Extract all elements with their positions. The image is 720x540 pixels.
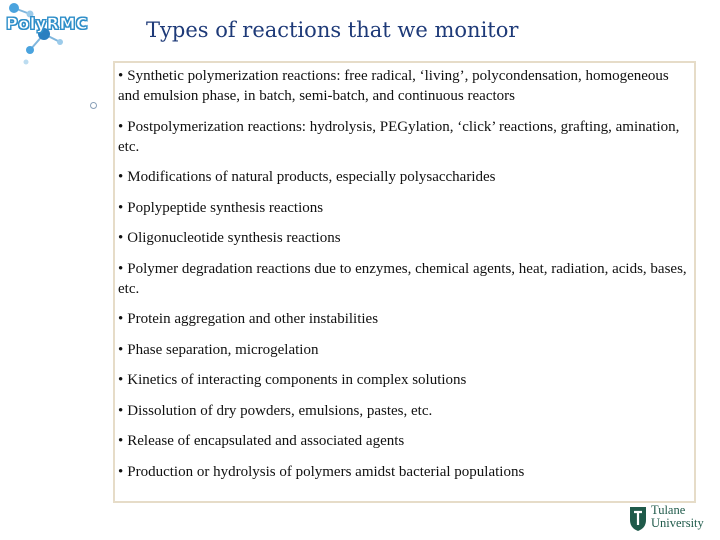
list-item [118,198,690,218]
bullet-symbol: • [118,402,124,419]
bullet-symbol: • [118,372,124,388]
bullet-symbol: • [118,118,124,135]
list-item-text: Polymer degradation reactions due to enzymes, chemical agents, heat, radiation, acids, bases, etc. [118,260,687,297]
list-item-text: Modifications of natural products, especially polysaccharides [127,169,496,185]
list-item-text: Kinetics of interacting components in complex solutions [127,372,467,388]
list-item-text: Dissolution of dry powders, emulsions, pastes, etc. [127,402,433,419]
list-item-text: Release of encapsulated and associated agents [127,433,405,449]
list-item-text: Protein aggregation and other instabilities [127,311,379,327]
bullet-symbol: • [118,230,124,246]
list-item [118,401,690,421]
list-item [118,340,690,360]
page-title: Types of reactions that we monitor [146,18,519,42]
list-item-text: Oligonucleotide synthesis reactions [127,230,341,246]
list-item-text: Postpolymerization reactions: hydrolysis, PEGylation, ‘click’ reactions, grafting, amination, etc. [118,118,680,155]
list-item [118,117,690,157]
list-item [118,66,690,106]
list-item-text: Synthetic polymerization reactions: free radical, ‘living’, polycondensation, homogeneous and emulsion phase, in batch, semi-batch, and continuous reactors [118,68,669,104]
tulane-line2: University [651,516,704,530]
logo-text: PolyRMC [6,14,89,33]
list-item [118,431,690,451]
list-item-text: Production or hydrolysis of polymers amidst bacterial populations [127,463,525,480]
bullet-symbol: • [118,199,124,216]
decorative-circle [90,102,97,109]
bullet-list [118,66,690,492]
list-item-text: Phase separation, microgelation [127,341,319,358]
bullet-symbol: • [118,433,124,449]
molecule-icon [0,0,130,80]
bullet-symbol: • [118,169,124,185]
tulane-logo [629,503,719,537]
bullet-symbol: • [118,463,124,480]
bullet-symbol: • [118,68,124,84]
bullet-symbol: • [118,311,124,327]
list-item [118,167,690,187]
tulane-line1: Tulane [651,503,686,517]
bullet-symbol: • [118,341,124,358]
list-item [118,370,690,390]
list-item-text: Poplypeptide synthesis reactions [127,199,324,216]
polyrmc-logo [0,0,130,80]
list-item [118,309,690,329]
list-item [118,462,690,482]
tulane-wordmark [651,504,704,530]
tulane-shield-icon [629,506,647,532]
list-item [118,228,690,248]
list-item [118,259,690,299]
bullet-symbol: • [118,260,124,277]
